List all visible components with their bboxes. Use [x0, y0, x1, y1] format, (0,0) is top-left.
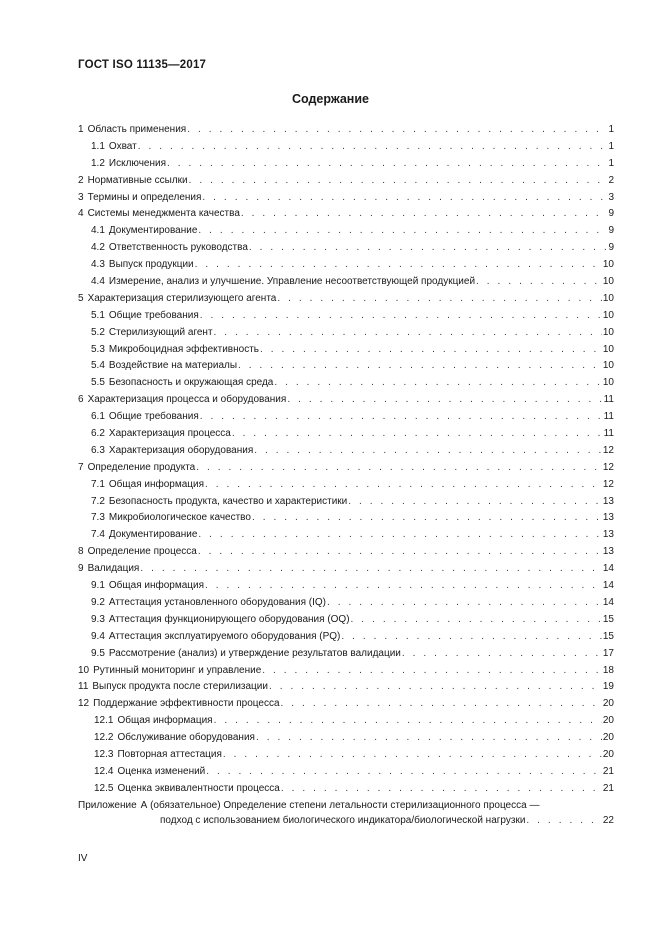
- toc-entry-number: 7.3: [91, 512, 105, 524]
- toc-entry-number: 4: [78, 208, 84, 220]
- toc-entry[interactable]: [78, 544, 614, 561]
- toc-entry-page: 20: [602, 698, 614, 710]
- toc-entry-number: 5: [78, 292, 84, 304]
- table-of-contents: [78, 122, 614, 828]
- toc-entry[interactable]: [78, 173, 614, 190]
- toc-entry-page: 10: [602, 259, 614, 271]
- toc-entry-number: 12.1: [94, 715, 114, 727]
- toc-entry-title: Безопасность и окружающая среда: [108, 377, 274, 389]
- toc-entry[interactable]: [78, 612, 614, 629]
- toc-entry-page: 14: [602, 580, 614, 592]
- toc-entry-title: Выпуск продукции: [108, 259, 194, 271]
- toc-entry[interactable]: [78, 291, 614, 308]
- toc-entry-page: 17: [602, 647, 614, 659]
- toc-entry-page: 12: [602, 444, 614, 456]
- toc-entry[interactable]: [78, 730, 614, 747]
- toc-entry-page: 1: [608, 157, 614, 169]
- toc-leader-dots: [196, 460, 602, 477]
- toc-leader-dots: [281, 781, 602, 798]
- toc-leader-dots: [277, 291, 602, 308]
- toc-entry-page: 11: [603, 394, 614, 406]
- toc-entry-page: 13: [602, 529, 614, 541]
- toc-entry-title: Характеризация процесса и оборудования: [87, 394, 287, 406]
- toc-entry-title: Аттестация эксплуатируемого оборудования (PQ): [108, 630, 341, 642]
- toc-entry-page: 15: [602, 630, 614, 642]
- toc-leader-dots: [348, 494, 602, 511]
- toc-entry-page: 13: [602, 495, 614, 507]
- toc-leader-dots: [232, 426, 603, 443]
- toc-leader-dots: [200, 409, 603, 426]
- toc-entry-title: Документирование: [108, 225, 198, 237]
- toc-entry[interactable]: [78, 122, 614, 139]
- toc-entry-number: 5.2: [91, 326, 105, 338]
- toc-entry-page: 1: [608, 124, 614, 135]
- toc-entry[interactable]: [78, 358, 614, 375]
- toc-leader-dots: [187, 122, 607, 139]
- toc-entry-page: 20: [602, 732, 614, 744]
- toc-entry-number: 7.4: [91, 529, 105, 541]
- toc-entry[interactable]: [78, 240, 614, 257]
- toc-entry[interactable]: [78, 392, 614, 409]
- toc-entry-page: 11: [603, 428, 614, 440]
- toc-leader-dots: [205, 578, 602, 595]
- toc-entry-page: 1: [608, 140, 614, 152]
- toc-entry-title: Повторная аттестация: [117, 748, 222, 760]
- toc-entry[interactable]: [78, 527, 614, 544]
- toc-entry-page: 10: [602, 360, 614, 372]
- toc-leader-dots: [138, 139, 608, 156]
- toc-entry-number: 6.2: [91, 428, 105, 440]
- toc-entry[interactable]: [78, 696, 614, 713]
- toc-entry-number: 6.3: [91, 444, 105, 456]
- toc-entry-title: Область применения: [87, 124, 187, 135]
- toc-entry-number: 12.4: [94, 765, 114, 777]
- toc-leader-dots: [198, 544, 602, 561]
- toc-entry[interactable]: [78, 308, 614, 325]
- toc-entry-number: 5.4: [91, 360, 105, 372]
- toc-entry-page: 10: [602, 377, 614, 389]
- page-number: IV: [78, 853, 88, 864]
- toc-leader-dots: [476, 274, 602, 291]
- toc-entry-title: Оценка изменений: [117, 765, 206, 777]
- toc-entry-number: 8: [78, 546, 84, 558]
- toc-entry[interactable]: [78, 679, 614, 696]
- toc-entry-title: Поддержание эффективности процесса: [93, 698, 280, 710]
- toc-entry-number: 5.3: [91, 343, 105, 355]
- toc-entry[interactable]: [78, 713, 614, 730]
- toc-entry-number: 4.3: [91, 259, 105, 271]
- toc-entry-title: Безопасность продукта, качество и характеристики: [108, 495, 348, 507]
- toc-leader-dots: [402, 646, 602, 663]
- toc-leader-dots: [206, 764, 602, 781]
- toc-entry-page: 14: [602, 596, 614, 608]
- toc-leader-dots: [287, 392, 602, 409]
- toc-leader-dots: [249, 240, 608, 257]
- toc-entry-title: Микробоцидная эффективность: [108, 343, 259, 355]
- toc-entry-number: 12: [78, 698, 90, 710]
- toc-entry-title: Характеризация оборудования: [108, 444, 254, 456]
- toc-entry-page: 18: [602, 664, 614, 676]
- toc-entry-title: Документирование: [108, 529, 198, 541]
- toc-entry-page: 9: [608, 225, 614, 237]
- toc-leader-dots: [195, 257, 602, 274]
- toc-appendix-entry[interactable]: [78, 798, 614, 828]
- toc-entry-title: Охват: [108, 140, 137, 152]
- toc-entry-number: 9.1: [91, 580, 105, 592]
- toc-leader-dots: [140, 561, 602, 578]
- toc-leader-dots: [167, 156, 607, 173]
- toc-entry-page: 10: [602, 292, 614, 304]
- toc-entry-page: 13: [602, 546, 614, 558]
- toc-leader-dots: [238, 358, 602, 375]
- toc-entry[interactable]: [78, 426, 614, 443]
- toc-entry-number: 3: [78, 191, 84, 203]
- toc-entry[interactable]: [78, 156, 614, 173]
- toc-entry-title: Микробиологическое качество: [108, 512, 251, 524]
- toc-entry[interactable]: [78, 510, 614, 527]
- toc-entry-title: Рутинный мониторинг и управление: [93, 664, 262, 676]
- toc-entry-number: 9.5: [91, 647, 105, 659]
- toc-entry[interactable]: [78, 409, 614, 426]
- toc-entry[interactable]: [78, 494, 614, 511]
- toc-entry[interactable]: [78, 561, 614, 578]
- toc-entry-page: 12: [602, 461, 614, 473]
- toc-entry-title: Нормативные ссылки: [87, 174, 188, 186]
- toc-leader-dots: [274, 375, 602, 392]
- toc-entry-title: Общая информация: [108, 580, 205, 592]
- toc-entry-title: Определение продукта: [87, 461, 196, 473]
- toc-entry[interactable]: [78, 477, 614, 494]
- toc-entry-number: 1: [78, 124, 84, 135]
- toc-entry-title: Выпуск продукта после стерилизации: [92, 681, 268, 693]
- toc-entry[interactable]: [78, 375, 614, 392]
- appendix-title-line1: А (обязательное) Определение степени летальности стерилизационного процесса —: [140, 799, 540, 811]
- toc-list: [78, 122, 614, 798]
- toc-entry-title: Характеризация стерилизующего агента: [87, 292, 277, 304]
- toc-entry-title: Системы менеджмента качества: [87, 208, 240, 220]
- toc-leader-dots: [262, 663, 602, 680]
- toc-entry-title: Рассмотрение (анализ) и утверждение результатов валидации: [108, 647, 401, 659]
- toc-entry[interactable]: [78, 663, 614, 680]
- toc-entry-title: Измерение, анализ и улучшение. Управление несоответствующей продукцией: [108, 276, 476, 288]
- toc-entry[interactable]: [78, 764, 614, 781]
- toc-leader-dots: [256, 730, 602, 747]
- toc-entry-number: 4.2: [91, 242, 105, 254]
- toc-entry-title: Общая информация: [117, 715, 213, 727]
- toc-entry-title: Общая информация: [108, 478, 205, 490]
- toc-leader-dots: [205, 477, 602, 494]
- toc-entry-page: 21: [602, 765, 614, 777]
- toc-entry-number: 12.3: [94, 748, 114, 760]
- toc-entry-page: 13: [602, 512, 614, 524]
- toc-entry[interactable]: [78, 781, 614, 798]
- toc-entry-page: 14: [602, 563, 614, 575]
- toc-entry-number: 7: [78, 461, 84, 473]
- toc-entry[interactable]: [78, 646, 614, 663]
- toc-entry-number: 4.4: [91, 276, 105, 288]
- toc-leader-dots: [198, 223, 607, 240]
- toc-entry[interactable]: [78, 206, 614, 223]
- toc-entry[interactable]: [78, 190, 614, 207]
- toc-leader-dots: [214, 713, 602, 730]
- toc-entry[interactable]: [78, 629, 614, 646]
- toc-entry[interactable]: [78, 578, 614, 595]
- toc-title: Содержание: [291, 92, 369, 106]
- toc-entry-page: 9: [608, 208, 614, 220]
- toc-entry-page: 9: [608, 242, 614, 254]
- toc-leader-dots: [198, 527, 601, 544]
- toc-entry-page: 10: [602, 343, 614, 355]
- toc-entry-page: 21: [602, 782, 614, 794]
- toc-entry[interactable]: [78, 139, 614, 156]
- toc-entry-number: 5.5: [91, 377, 105, 389]
- toc-entry-title: Определение процесса: [87, 546, 197, 558]
- toc-entry-page: 10: [602, 276, 614, 288]
- toc-entry-page: 10: [602, 326, 614, 338]
- toc-entry-title: Воздействие на материалы: [108, 360, 238, 372]
- toc-leader-dots: [241, 206, 608, 223]
- toc-entry[interactable]: [78, 460, 614, 477]
- toc-leader-dots: [200, 308, 602, 325]
- toc-entry-page: 20: [602, 715, 614, 727]
- toc-entry-page: 2: [608, 174, 614, 186]
- toc-entry-number: 9.3: [91, 613, 105, 625]
- toc-entry-title: Аттестация функционирующего оборудования (OQ): [108, 613, 350, 625]
- toc-entry-page: 15: [602, 613, 614, 625]
- toc-leader-dots: [351, 612, 602, 629]
- toc-entry-title: Обслуживание оборудования: [117, 732, 255, 744]
- toc-entry-title: Оценка эквивалентности процесса: [117, 782, 280, 794]
- toc-entry-number: 1.2: [91, 157, 105, 169]
- toc-entry[interactable]: [78, 257, 614, 274]
- toc-entry-number: 7.2: [91, 495, 105, 507]
- toc-entry-number: 12.2: [94, 732, 114, 744]
- toc-entry-page: 12: [602, 478, 614, 490]
- toc-entry-number: 6: [78, 394, 84, 406]
- toc-entry-title: Характеризация процесса: [108, 428, 231, 440]
- appendix-prefix: Приложение: [78, 799, 137, 811]
- toc-entry-number: 6.1: [91, 411, 105, 423]
- toc-entry[interactable]: [78, 274, 614, 291]
- toc-entry-title: Аттестация установленного оборудования (IQ): [108, 596, 327, 608]
- toc-entry-title: Стерилизующий агент: [108, 326, 213, 338]
- toc-entry[interactable]: [78, 595, 614, 612]
- appendix-page: 22: [602, 814, 614, 826]
- toc-entry-page: 3: [608, 191, 614, 203]
- toc-entry[interactable]: [78, 747, 614, 764]
- toc-entry-number: 12.5: [94, 782, 114, 794]
- toc-entry-page: 20: [602, 748, 614, 760]
- toc-leader-dots: [269, 679, 602, 696]
- toc-entry-title: Общие требования: [108, 411, 199, 423]
- toc-entry-title: Общие требования: [108, 309, 199, 321]
- toc-leader-dots: [327, 595, 602, 612]
- toc-leader-dots: [202, 190, 607, 207]
- toc-leader-dots: [281, 696, 602, 713]
- toc-entry-number: 1.1: [91, 140, 105, 152]
- toc-entry-page: 11: [603, 411, 614, 423]
- toc-entry-title: Валидация: [87, 563, 140, 575]
- toc-entry-number: 7.1: [91, 478, 105, 490]
- toc-entry[interactable]: [78, 443, 614, 460]
- toc-entry-number: 4.1: [91, 225, 105, 237]
- toc-entry-page: 19: [602, 681, 614, 693]
- toc-leader-dots: [526, 813, 601, 828]
- toc-leader-dots: [341, 629, 601, 646]
- toc-entry[interactable]: [78, 325, 614, 342]
- toc-entry-number: 11: [78, 681, 89, 693]
- toc-entry-page: 10: [602, 309, 614, 321]
- toc-leader-dots: [254, 443, 602, 460]
- toc-leader-dots: [223, 747, 602, 764]
- appendix-title-line2: подход с использованием биологического индикатора/биологической нагрузки: [160, 814, 526, 826]
- toc-entry[interactable]: [78, 223, 614, 240]
- toc-entry-title: Термины и определения: [87, 191, 202, 203]
- toc-entry-number: 9.2: [91, 596, 105, 608]
- toc-entry-number: 9: [78, 563, 84, 575]
- toc-entry-title: Исключения: [108, 157, 166, 169]
- toc-entry-number: 5.1: [91, 309, 105, 321]
- document-header: ГОСТ ISO 11135—2017: [78, 59, 207, 71]
- toc-entry-number: 10: [78, 664, 90, 676]
- toc-entry-title: Ответственность руководства: [108, 242, 248, 254]
- toc-entry-number: 9.4: [91, 630, 105, 642]
- toc-entry-number: 2: [78, 174, 84, 186]
- toc-entry[interactable]: [78, 342, 614, 359]
- toc-leader-dots: [189, 173, 608, 190]
- toc-leader-dots: [252, 510, 602, 527]
- toc-leader-dots: [214, 325, 602, 342]
- toc-leader-dots: [260, 342, 602, 359]
